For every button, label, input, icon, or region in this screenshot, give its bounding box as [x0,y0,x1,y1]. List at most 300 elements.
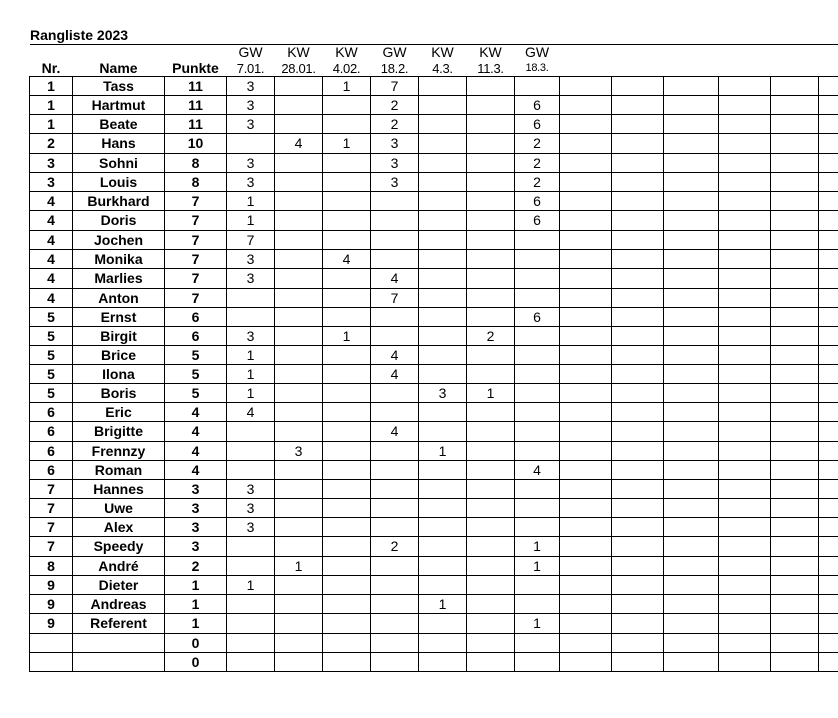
points-cell: 8 [165,154,227,173]
score-cell [515,327,560,346]
table-row [30,595,838,614]
score-cell [467,211,515,231]
score-cell [275,422,323,442]
score-cell [467,461,515,480]
table-row [30,154,838,173]
table-row [30,211,838,231]
score-cell [515,422,560,442]
name-cell: André [73,557,165,576]
score-cell [371,250,419,269]
empty-cell [664,365,719,384]
empty-cell [819,308,838,327]
score-cell [227,289,275,308]
ranking-table [29,44,838,672]
score-cell: 7 [371,289,419,308]
score-cell [371,634,419,653]
score-cell [515,250,560,269]
rank-cell: 6 [30,461,73,480]
rank-cell: 2 [30,134,73,154]
empty-cell [719,518,771,537]
score-cell [275,77,323,96]
score-cell [323,499,371,518]
score-cell [419,403,467,422]
event-type-0: GW [227,45,275,61]
score-cell [515,346,560,365]
empty-cell [664,192,719,211]
name-cell: Ernst [73,308,165,327]
score-cell: 1 [419,595,467,614]
name-cell: Louis [73,173,165,192]
score-cell [467,96,515,115]
score-cell [371,518,419,537]
empty-cell [664,537,719,557]
empty-cell [771,269,819,289]
score-cell [467,289,515,308]
table-row [30,346,838,365]
event-type-2: KW [323,45,371,61]
score-cell [323,653,371,672]
name-cell: Boris [73,384,165,403]
empty-cell [612,499,664,518]
name-cell: Brice [73,346,165,365]
score-cell [227,634,275,653]
rank-cell: 9 [30,576,73,595]
empty-cell [612,365,664,384]
score-cell [467,614,515,634]
score-cell: 1 [467,384,515,403]
score-cell [275,211,323,231]
score-cell: 3 [419,384,467,403]
score-cell: 1 [515,557,560,576]
score-cell [419,154,467,173]
empty-cell [719,614,771,634]
empty-cell [664,422,719,442]
event-date-6: 18.3. [515,60,560,77]
table-row [30,403,838,422]
score-cell [467,422,515,442]
table-row [30,173,838,192]
score-cell [419,461,467,480]
table-row [30,384,838,403]
empty-cell [560,499,612,518]
points-cell: 0 [165,653,227,672]
empty-cell [612,115,664,134]
score-cell [227,537,275,557]
points-cell: 0 [165,634,227,653]
empty-cell [612,231,664,250]
score-cell [467,442,515,461]
empty-cell [612,403,664,422]
empty-cell [612,384,664,403]
score-cell [419,557,467,576]
score-cell [419,77,467,96]
points-cell: 7 [165,269,227,289]
table-row [30,499,838,518]
empty-cell [612,422,664,442]
score-cell [323,346,371,365]
score-cell [323,518,371,537]
empty-cell [719,269,771,289]
empty-cell [612,96,664,115]
empty-cell [664,576,719,595]
score-cell [323,422,371,442]
empty-cell [771,77,819,96]
rank-cell: 4 [30,250,73,269]
empty-cell [819,211,838,231]
empty-cell [771,115,819,134]
score-cell [371,614,419,634]
score-cell [323,365,371,384]
empty-cell [664,269,719,289]
rank-cell: 5 [30,346,73,365]
score-cell [419,134,467,154]
empty-cell [560,115,612,134]
empty-cell [719,442,771,461]
points-cell: 7 [165,192,227,211]
name-cell: Marlies [73,269,165,289]
empty-cell [664,134,719,154]
empty-cell [612,557,664,576]
name-cell: Brigitte [73,422,165,442]
points-cell: 3 [165,518,227,537]
score-cell: 4 [227,403,275,422]
score-cell [467,595,515,614]
empty-cell [560,422,612,442]
score-cell [323,115,371,134]
points-cell: 3 [165,537,227,557]
score-cell [227,595,275,614]
score-cell [323,461,371,480]
empty-cell [612,595,664,614]
score-cell [275,308,323,327]
empty-cell [664,595,719,614]
table-row [30,308,838,327]
empty-cell [560,192,612,211]
empty-cell [771,499,819,518]
empty-cell [560,289,612,308]
empty-cell [719,289,771,308]
score-cell [371,576,419,595]
score-cell [275,518,323,537]
score-cell [323,537,371,557]
score-cell: 2 [371,96,419,115]
score-cell [275,595,323,614]
empty-cell [719,576,771,595]
empty-cell [771,327,819,346]
empty-cell [719,173,771,192]
empty-cell [612,154,664,173]
rank-cell: 3 [30,173,73,192]
score-cell [419,518,467,537]
empty-cell [560,173,612,192]
points-cell: 4 [165,461,227,480]
empty-cell [664,96,719,115]
empty-cell [664,211,719,231]
empty-cell [664,518,719,537]
score-cell: 6 [515,96,560,115]
score-cell [371,653,419,672]
score-cell [275,634,323,653]
score-cell [515,269,560,289]
score-cell [419,269,467,289]
score-cell [467,576,515,595]
score-cell [275,289,323,308]
score-cell [419,192,467,211]
score-cell [419,614,467,634]
rank-cell: 6 [30,442,73,461]
empty-cell [771,308,819,327]
empty-cell [771,518,819,537]
name-cell: Frennzy [73,442,165,461]
points-cell: 2 [165,557,227,576]
table-row [30,614,838,634]
event-date-1: 28.01. [275,60,323,77]
empty-cell [560,595,612,614]
empty-cell [819,77,838,96]
table-row [30,250,838,269]
score-cell [371,192,419,211]
score-cell [323,576,371,595]
empty-cell [560,384,612,403]
empty-cell [612,211,664,231]
header-points: Punkte [165,60,227,77]
score-cell [275,480,323,499]
table-row [30,634,838,653]
empty-cell [664,154,719,173]
name-cell: Doris [73,211,165,231]
header-row [30,60,838,77]
empty-cell [771,634,819,653]
event-date-0: 7.01. [227,60,275,77]
score-cell [227,557,275,576]
score-cell [227,422,275,442]
table-row [30,269,838,289]
empty-cell [664,634,719,653]
empty-cell [771,289,819,308]
score-cell [323,384,371,403]
empty-cell [771,384,819,403]
score-cell: 4 [371,422,419,442]
points-cell: 7 [165,289,227,308]
score-cell [467,480,515,499]
score-cell [467,192,515,211]
empty-cell [719,346,771,365]
score-cell [323,403,371,422]
score-cell [275,653,323,672]
score-cell [419,480,467,499]
score-cell [275,365,323,384]
score-cell [323,614,371,634]
empty-cell [771,365,819,384]
score-cell [515,576,560,595]
score-cell [275,250,323,269]
rank-cell: 1 [30,115,73,134]
empty-cell [771,595,819,614]
empty-cell [719,308,771,327]
score-cell: 2 [371,115,419,134]
score-cell [371,308,419,327]
empty-cell [612,250,664,269]
name-cell: Alex [73,518,165,537]
empty-cell [560,518,612,537]
empty-cell [819,442,838,461]
rank-cell: 9 [30,614,73,634]
score-cell: 2 [515,173,560,192]
score-cell [323,595,371,614]
name-cell [73,634,165,653]
empty-cell [771,653,819,672]
points-cell: 1 [165,595,227,614]
score-cell: 3 [371,154,419,173]
event-date-2: 4.02. [323,60,371,77]
score-cell [323,308,371,327]
empty-cell [719,557,771,576]
table-row [30,442,838,461]
score-cell: 1 [227,365,275,384]
empty-cell [719,154,771,173]
empty-cell [664,289,719,308]
score-cell [323,231,371,250]
empty-cell [719,422,771,442]
points-cell: 5 [165,365,227,384]
score-cell [275,384,323,403]
points-cell: 11 [165,96,227,115]
empty-cell [719,595,771,614]
points-cell: 1 [165,576,227,595]
score-cell [275,115,323,134]
name-cell: Dieter [73,576,165,595]
points-cell: 11 [165,77,227,96]
score-cell [275,403,323,422]
score-cell [419,327,467,346]
empty-cell [612,537,664,557]
table-row [30,422,838,442]
score-cell [467,173,515,192]
name-cell: Uwe [73,499,165,518]
points-cell: 7 [165,231,227,250]
empty-cell [560,653,612,672]
score-cell: 2 [515,154,560,173]
rank-cell: 7 [30,518,73,537]
score-cell [467,77,515,96]
table-row [30,231,838,250]
empty-cell [664,442,719,461]
score-cell [419,576,467,595]
empty-cell [560,308,612,327]
empty-cell [719,537,771,557]
score-cell: 4 [323,250,371,269]
score-cell [467,518,515,537]
score-cell: 4 [275,134,323,154]
score-cell [467,134,515,154]
empty-cell [719,134,771,154]
score-cell [515,595,560,614]
empty-cell [664,384,719,403]
empty-cell [719,327,771,346]
empty-cell [771,614,819,634]
score-cell [419,634,467,653]
empty-cell [719,384,771,403]
rank-cell: 4 [30,269,73,289]
score-cell: 4 [371,269,419,289]
empty-cell [771,576,819,595]
empty-cell [664,173,719,192]
score-cell: 6 [515,211,560,231]
table-row [30,557,838,576]
empty-cell [771,480,819,499]
score-cell [515,442,560,461]
table-row [30,576,838,595]
name-cell: Birgit [73,327,165,346]
score-cell [323,634,371,653]
empty-cell [612,634,664,653]
empty-cell [560,77,612,96]
empty-cell [719,115,771,134]
empty-cell [819,115,838,134]
score-cell [323,480,371,499]
score-cell: 3 [227,499,275,518]
empty-cell [819,154,838,173]
score-cell [467,250,515,269]
score-cell: 4 [371,365,419,384]
empty-cell [560,327,612,346]
empty-cell [560,154,612,173]
name-cell: Speedy [73,537,165,557]
empty-cell [612,327,664,346]
rank-cell: 4 [30,211,73,231]
table-row [30,289,838,308]
empty-cell [819,480,838,499]
empty-cell [771,96,819,115]
score-cell: 3 [227,518,275,537]
empty-cell [819,231,838,250]
score-cell [371,384,419,403]
score-cell: 3 [227,77,275,96]
points-cell: 11 [165,115,227,134]
empty-cell [664,327,719,346]
rank-cell: 1 [30,77,73,96]
rank-cell: 4 [30,231,73,250]
score-cell: 3 [227,173,275,192]
score-cell: 4 [371,346,419,365]
score-cell: 2 [515,134,560,154]
name-cell: Referent [73,614,165,634]
score-cell [323,557,371,576]
empty-cell [612,461,664,480]
empty-cell [612,269,664,289]
empty-cell [612,134,664,154]
rank-cell: 5 [30,327,73,346]
empty-cell [719,499,771,518]
empty-cell [819,269,838,289]
rank-cell: 9 [30,595,73,614]
score-cell: 3 [275,442,323,461]
score-cell [275,346,323,365]
empty-cell [612,614,664,634]
points-cell: 1 [165,614,227,634]
ranking-rows [30,77,838,672]
empty-cell [560,537,612,557]
score-cell [419,231,467,250]
table-row [30,77,838,96]
table-row [30,518,838,537]
empty-cell [771,557,819,576]
event-date-5: 11.3. [467,60,515,77]
points-cell: 3 [165,499,227,518]
rank-cell [30,653,73,672]
name-cell: Roman [73,461,165,480]
points-cell: 6 [165,308,227,327]
